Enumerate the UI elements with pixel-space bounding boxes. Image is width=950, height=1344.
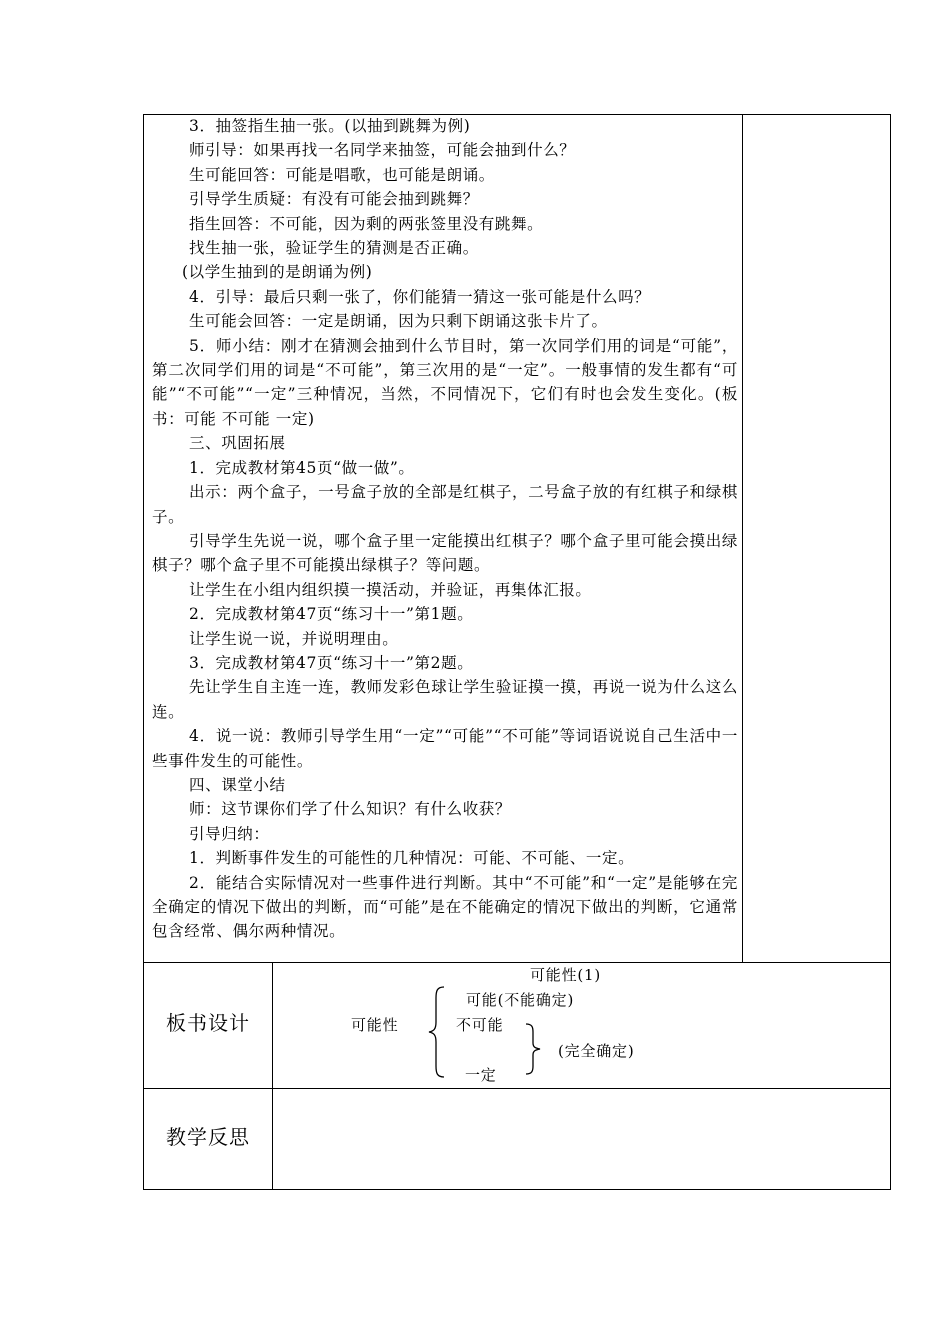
lesson-paragraph: 5．师小结：刚才在猜测会抽到什么节目时，第一次同学们用的词是“可能”，第二次同学们用的词是“不可能”，第三次用的是“一定”。一般事情的发生都有“可能”“不可能”“一定”三种情况，当然，不同情况下，它们有时也会发生变化。(板书：可能 不可能 一定)	[152, 336, 738, 428]
lesson-paragraph: 让学生在小组内组织摸一摸活动，并验证，再集体汇报。	[189, 580, 592, 599]
lesson-paragraph: 让学生说一说，并说明理由。	[189, 629, 399, 648]
lesson-paragraph: 生可能会回答：一定是朗诵，因为只剩下朗诵这张卡片了。	[189, 312, 608, 331]
lesson-paragraph: 师引导：如果再找一名同学来抽签，可能会抽到什么？	[189, 141, 576, 160]
lesson-paragraph: 1．判断事件发生的可能性的几种情况：可能、不可能、一定。	[189, 849, 635, 868]
lesson-paragraph: 先让学生自主连一连，教师发彩色球让学生验证摸一摸，再说一说为什么这么连。	[152, 678, 738, 721]
lesson-paragraph: 生可能回答：可能是唱歌，也可能是朗诵。	[189, 165, 495, 184]
lesson-paragraph: 2．完成教材第47页“练习十一”第1题。	[189, 605, 474, 624]
lesson-paragraph: 引导学生先说一说，哪个盒子里一定能摸出红棋子？哪个盒子里可能会摸出绿棋子？哪个盒子里不可能摸出绿棋子？等问题。	[152, 531, 738, 575]
lesson-paragraph: 引导学生质疑：有没有可能会抽到跳舞？	[189, 190, 479, 209]
lesson-paragraph: 4．说一说：教师引导学生用“一定”“可能”“不可能”等词语说说自己生活中一些事件发生的可能性。	[152, 727, 738, 770]
lesson-content	[152, 114, 738, 944]
board-root: 可能性	[351, 1016, 399, 1034]
board-certain-note: (完全确定)	[558, 1042, 635, 1060]
column-divider-label	[272, 962, 273, 1190]
lesson-paragraph: 2．能结合实际情况对一些事件进行判断。其中“不可能”和“一定”是能够在完全确定的情况下做出的判断，而“可能”是在不能确定的情况下做出的判断，它通常包含经常、偶尔两种情况。	[152, 873, 738, 941]
column-divider-right	[742, 114, 743, 963]
reflection-label: 教学反思	[166, 1125, 250, 1149]
lesson-paragraph: 3．抽签指生抽一张。(以抽到跳舞为例)	[189, 117, 471, 135]
board-branch-possible: 可能(不能确定)	[466, 991, 575, 1009]
board-design-label: 板书设计	[166, 1011, 250, 1035]
lesson-paragraph: 找生抽一张，验证学生的猜测是否正确。	[189, 239, 479, 258]
lesson-paragraph: 4．引导：最后只剩一张了，你们能猜一猜这一张可能是什么吗？	[189, 287, 651, 306]
lesson-paragraph: 三、巩固拓展	[189, 434, 286, 453]
row-divider-reflection	[143, 1088, 891, 1089]
lesson-paragraph: 指生回答：不可能，因为剩的两张签里没有跳舞。	[189, 214, 544, 233]
lesson-paragraph: 四、课堂小结	[189, 775, 286, 794]
board-branch-impossible: 不可能	[456, 1016, 504, 1034]
right-brace-icon	[524, 1023, 544, 1075]
board-title: 可能性(1)	[530, 966, 602, 984]
lesson-paragraph: 1．完成教材第45页“做一做”。	[189, 458, 415, 477]
left-brace-icon	[428, 986, 448, 1078]
board-branch-certain: 一定	[465, 1066, 497, 1084]
lesson-paragraph: 3．完成教材第47页“练习十一”第2题。	[189, 653, 474, 672]
lesson-paragraph: (以学生抽到的是朗诵为例)	[182, 263, 373, 282]
row-divider-board	[143, 962, 891, 963]
lesson-paragraph: 师：这节课你们学了什么知识？有什么收获？	[189, 800, 512, 819]
lesson-paragraph: 引导归纳：	[189, 824, 270, 843]
lesson-paragraph: 出示：两个盒子，一号盒子放的全部是红棋子，二号盒子放的有红棋子和绿棋子。	[152, 483, 738, 526]
